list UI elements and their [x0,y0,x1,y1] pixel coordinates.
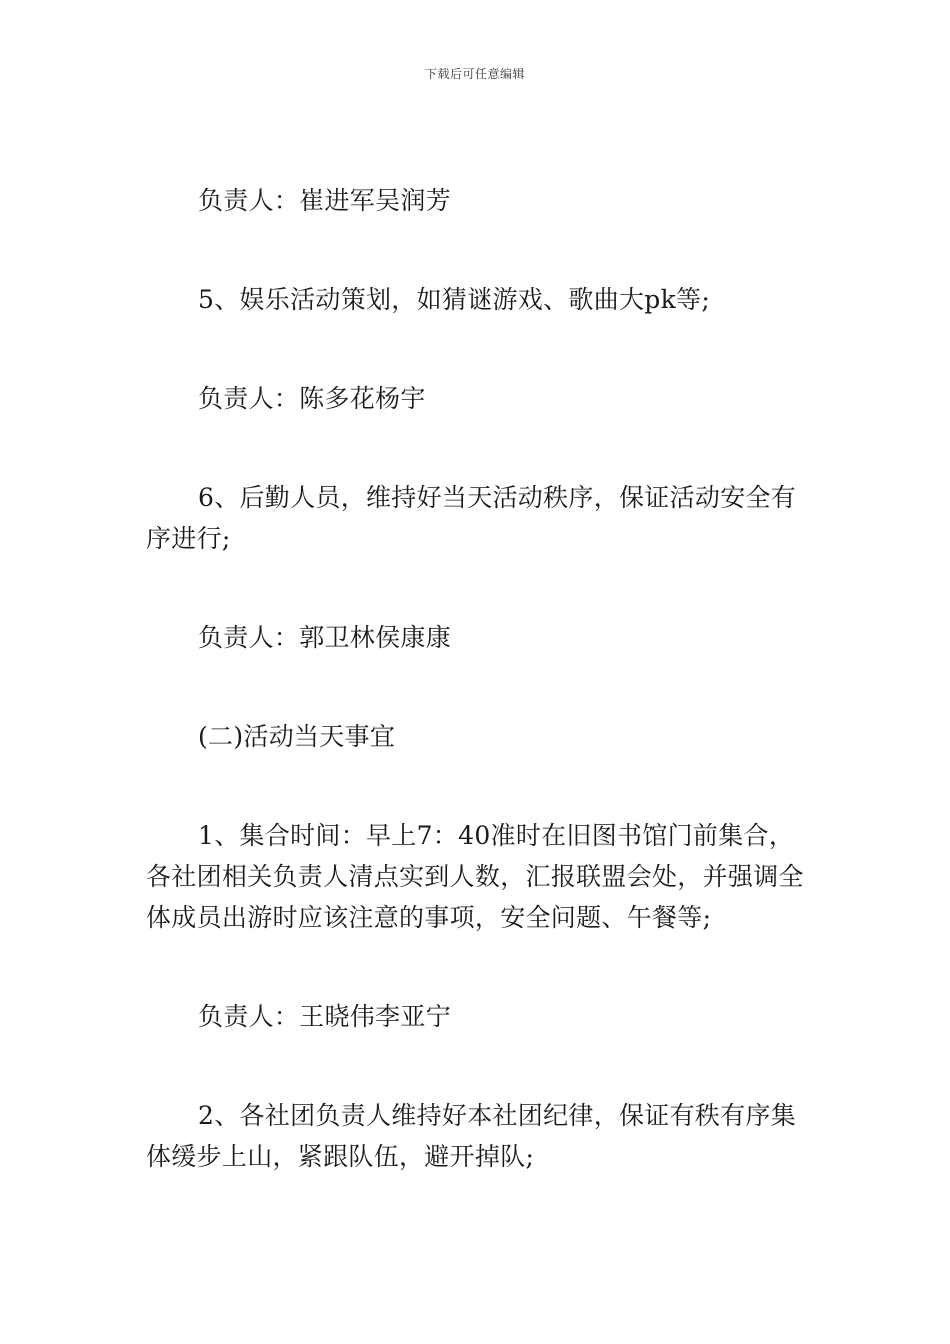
section-heading: (二)活动当天事宜 [198,722,396,751]
paragraph-item-6: 6、后勤人员，维持好当天活动秩序，保证活动安全有序进行; [146,483,797,553]
paragraph-item-5: 5、娱乐活动策划，如猜谜游戏、歌曲大pk等; [198,285,711,314]
paragraph-item-2: 2、各社团负责人维持好本社团纪律，保证有秩有序集体缓步上山，紧跟队伍，避开掉队; [146,1101,797,1171]
paragraph-responsible-3: 负责人：郭卫林侯康康 [198,623,452,652]
page-header: 下载后可任意编辑 [424,67,525,81]
paragraph-responsible-2: 负责人：陈多花杨宇 [198,384,426,413]
document-body [146,180,806,1177]
paragraph-item-1: 1、集合时间：早上7：40准时在旧图书馆门前集合，各社团相关负责人清点实到人数，汇报联盟会处，并强调全体成员出游时应该注意的事项，安全问题、午餐等; [146,821,804,932]
paragraph-responsible-4: 负责人：王晓伟李亚宁 [198,1002,452,1031]
paragraph-responsible-1: 负责人：崔进军吴润芳 [198,186,452,215]
